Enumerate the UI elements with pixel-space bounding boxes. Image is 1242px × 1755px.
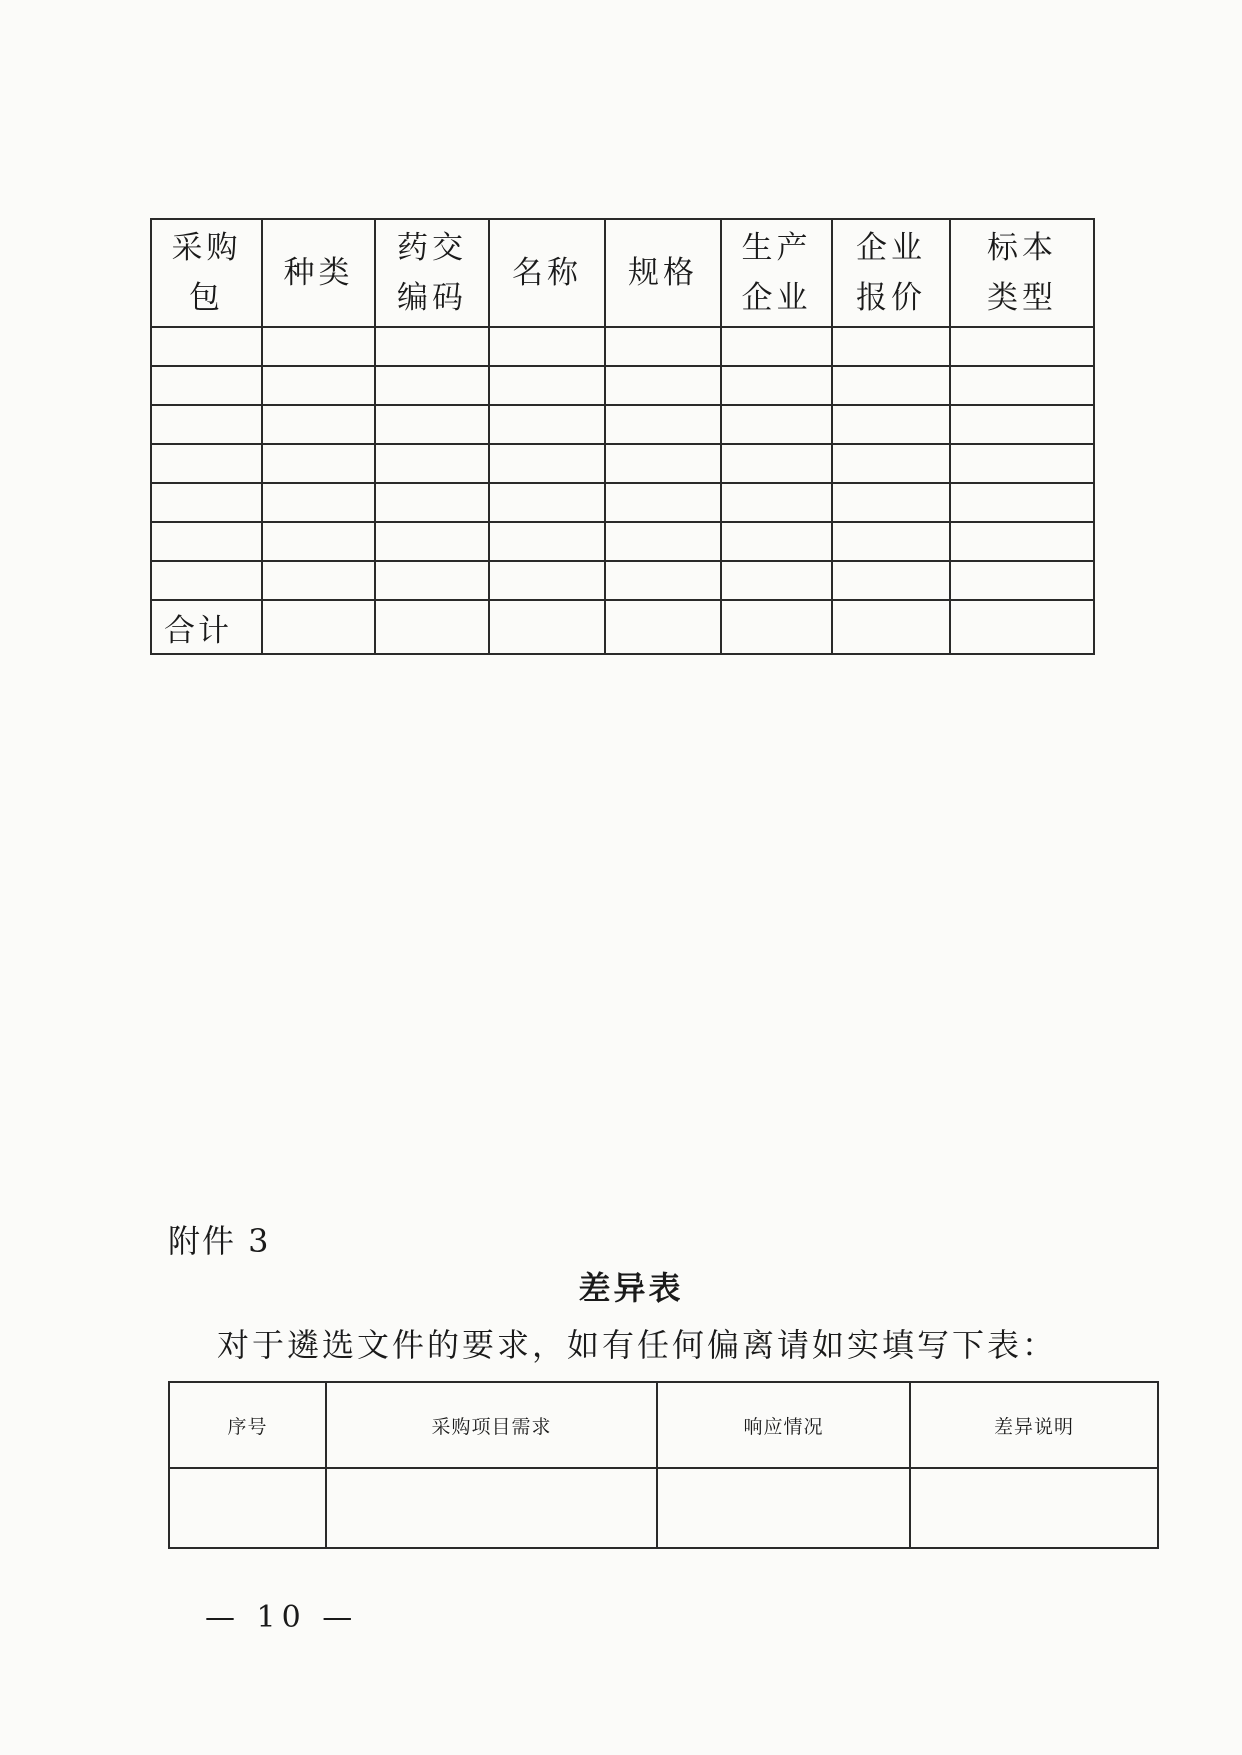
attachment-label: 附件 3 (168, 1222, 271, 1260)
table-cell[interactable] (950, 366, 1094, 405)
table-cell[interactable] (262, 600, 375, 654)
table-cell[interactable] (489, 405, 605, 444)
header-serial-no: 序号 (169, 1382, 326, 1468)
table-cell[interactable] (169, 1468, 326, 1548)
table-cell[interactable] (832, 483, 950, 522)
header-difference: 差异说明 (910, 1382, 1158, 1468)
header-drug-code: 药交 编码 (375, 219, 489, 327)
header-response: 响应情况 (657, 1382, 910, 1468)
table-row (151, 522, 1094, 561)
table-cell[interactable] (375, 600, 489, 654)
table-cell[interactable] (950, 600, 1094, 654)
table-cell[interactable] (151, 444, 262, 483)
table-cell[interactable] (262, 444, 375, 483)
table-cell[interactable] (832, 327, 950, 366)
diff-table-row (169, 1468, 1158, 1548)
page-number: — 10 — (205, 1600, 359, 1635)
table-cell[interactable] (375, 405, 489, 444)
table-cell[interactable] (605, 444, 721, 483)
table-cell[interactable] (721, 522, 832, 561)
table-cell[interactable] (950, 327, 1094, 366)
table-cell[interactable] (950, 561, 1094, 600)
table-cell[interactable] (375, 483, 489, 522)
table-cell[interactable] (605, 405, 721, 444)
quote-table-total-row (151, 600, 1094, 654)
diff-table-header-row (169, 1382, 1158, 1468)
table-cell[interactable] (262, 522, 375, 561)
header-quote: 企业 报价 (832, 219, 950, 327)
table-cell[interactable] (489, 561, 605, 600)
table-cell[interactable] (262, 366, 375, 405)
table-cell[interactable] (262, 561, 375, 600)
table-cell[interactable] (375, 522, 489, 561)
table-cell[interactable] (605, 561, 721, 600)
table-cell[interactable] (262, 405, 375, 444)
table-cell[interactable] (326, 1468, 657, 1548)
table-cell[interactable] (832, 561, 950, 600)
table-cell[interactable] (657, 1468, 910, 1548)
table-cell[interactable] (721, 366, 832, 405)
table-cell[interactable] (151, 483, 262, 522)
table-cell[interactable] (489, 327, 605, 366)
diff-table (168, 1381, 1159, 1549)
table-cell[interactable] (151, 405, 262, 444)
header-spec: 规格 (605, 219, 721, 327)
diff-table-title: 差异表 (578, 1269, 684, 1307)
table-cell[interactable] (489, 444, 605, 483)
table-cell[interactable] (832, 444, 950, 483)
table-cell[interactable] (910, 1468, 1158, 1548)
quote-table-body (151, 327, 1094, 600)
table-cell[interactable] (721, 561, 832, 600)
table-cell[interactable] (605, 327, 721, 366)
table-cell[interactable] (151, 366, 262, 405)
table-cell[interactable] (950, 405, 1094, 444)
table-cell[interactable] (262, 483, 375, 522)
table-cell[interactable] (721, 327, 832, 366)
table-cell[interactable] (151, 327, 262, 366)
table-cell[interactable] (262, 327, 375, 366)
table-cell[interactable] (151, 561, 262, 600)
table-row (151, 366, 1094, 405)
quote-table (150, 218, 1095, 655)
total-label: 合计 (151, 600, 262, 654)
table-row (151, 405, 1094, 444)
table-row (151, 483, 1094, 522)
table-cell[interactable] (489, 366, 605, 405)
table-cell[interactable] (721, 444, 832, 483)
table-cell[interactable] (950, 444, 1094, 483)
table-cell[interactable] (721, 483, 832, 522)
table-cell[interactable] (375, 327, 489, 366)
table-row (151, 561, 1094, 600)
table-cell[interactable] (151, 522, 262, 561)
table-cell[interactable] (950, 483, 1094, 522)
table-cell[interactable] (832, 600, 950, 654)
table-row (151, 327, 1094, 366)
header-specimen-type: 标本 类型 (950, 219, 1094, 327)
header-purchase-package: 采购 包 (151, 219, 262, 327)
table-cell[interactable] (489, 600, 605, 654)
header-requirement: 采购项目需求 (326, 1382, 657, 1468)
table-cell[interactable] (832, 522, 950, 561)
table-cell[interactable] (605, 483, 721, 522)
table-row (151, 444, 1094, 483)
table-cell[interactable] (950, 522, 1094, 561)
table-cell[interactable] (375, 561, 489, 600)
quote-table-header-row (151, 219, 1094, 327)
table-cell[interactable] (375, 366, 489, 405)
table-cell[interactable] (605, 366, 721, 405)
table-cell[interactable] (605, 522, 721, 561)
header-name: 名称 (489, 219, 605, 327)
table-cell[interactable] (832, 366, 950, 405)
header-manufacturer: 生产 企业 (721, 219, 832, 327)
header-category: 种类 (262, 219, 375, 327)
table-cell[interactable] (721, 600, 832, 654)
table-cell[interactable] (375, 444, 489, 483)
table-cell[interactable] (721, 405, 832, 444)
table-cell[interactable] (489, 522, 605, 561)
table-cell[interactable] (832, 405, 950, 444)
table-cell[interactable] (489, 483, 605, 522)
table-cell[interactable] (605, 600, 721, 654)
diff-intro-text: 对于遴选文件的要求，如有任何偏离请如实填写下表： (217, 1326, 1058, 1364)
